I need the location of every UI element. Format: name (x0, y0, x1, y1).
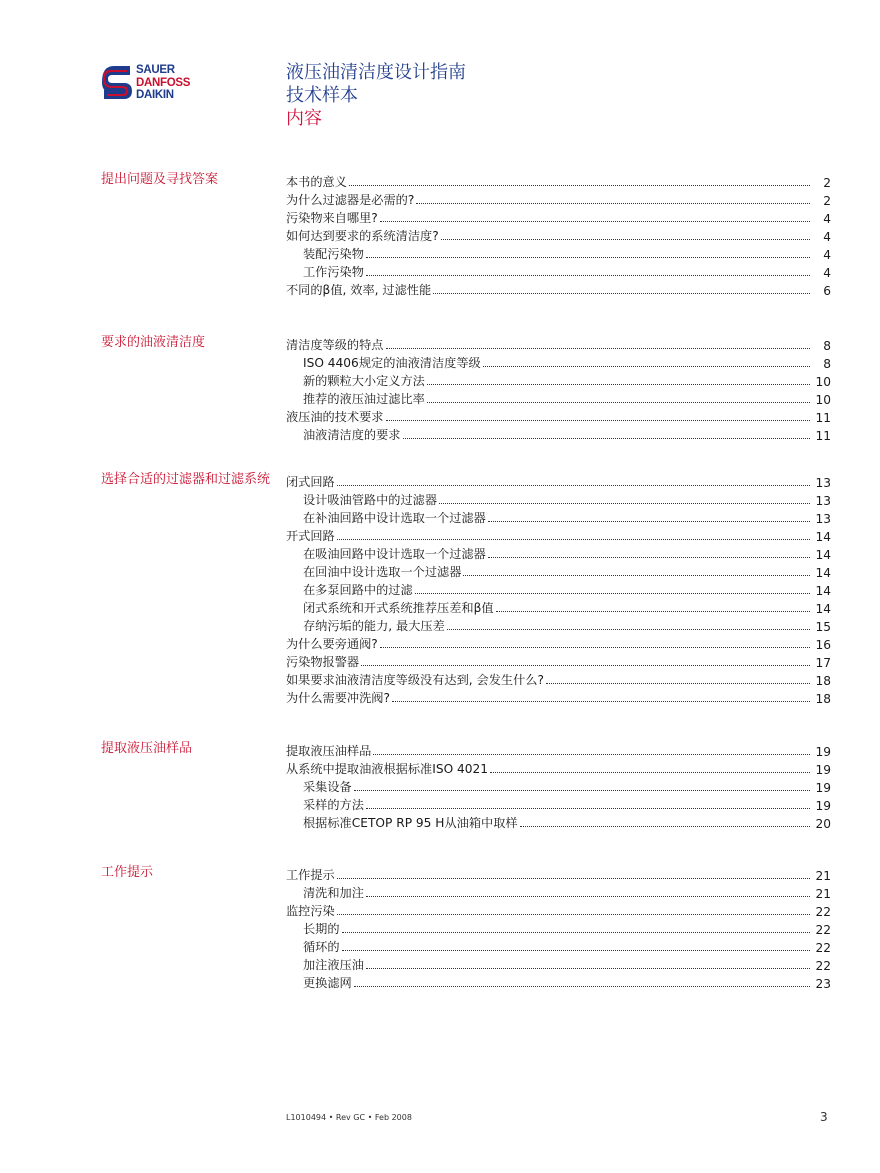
toc-page-number: 20 (815, 817, 831, 831)
page-number: 3 (820, 1110, 828, 1124)
toc-entry[interactable] (286, 634, 831, 652)
dot-leader (520, 826, 810, 827)
dot-leader (392, 701, 810, 702)
toc-page-number: 18 (815, 692, 831, 706)
toc-entry-title: 根据标准CETOP RP 95 H从油箱中取样 (303, 816, 518, 830)
dot-leader (342, 932, 810, 933)
toc-entry-title: 闭式回路 (286, 475, 335, 489)
dot-leader (427, 384, 810, 385)
toc-page-number: 14 (815, 584, 831, 598)
toc-entry-title: 更换滤网 (303, 976, 352, 990)
toc-entry[interactable] (286, 208, 831, 226)
toc-page-number: 14 (815, 566, 831, 580)
toc-entry-title: 采集设备 (303, 780, 352, 794)
dot-leader (366, 257, 810, 258)
dot-leader (354, 790, 810, 791)
toc-subentry[interactable] (286, 813, 831, 831)
toc-subentry[interactable] (286, 973, 831, 991)
toc-page-number: 2 (823, 194, 831, 208)
logo-line-1: SAUER (136, 64, 175, 76)
toc-section-list (286, 741, 831, 831)
toc-entry-title: 在多泵回路中的过滤 (303, 583, 413, 597)
toc-entry-title: 为什么过滤器是必需的? (286, 193, 415, 207)
dot-leader (447, 629, 810, 630)
toc-entry-title: 工作污染物 (303, 265, 364, 279)
toc-entry[interactable] (286, 280, 831, 298)
title-contents: 内容 (286, 108, 322, 129)
logo-line-3: DAIKIN (136, 89, 174, 101)
dot-leader (342, 950, 810, 951)
toc-entry-title: 不同的β值, 效率, 过滤性能 (286, 283, 432, 297)
toc-entry[interactable] (286, 688, 831, 706)
toc-page-number: 11 (815, 429, 831, 443)
toc-entry-title: 本书的意义 (286, 175, 347, 189)
dot-leader (416, 203, 810, 204)
toc-subentry[interactable] (286, 937, 831, 955)
toc-page-number: 4 (823, 266, 831, 280)
toc-page-number: 21 (815, 869, 831, 883)
toc-page-number: 17 (815, 656, 831, 670)
dot-leader (366, 808, 810, 809)
dot-leader (386, 420, 811, 421)
toc-entry-title: 如果要求油液清洁度等级没有达到, 会发生什么? (286, 673, 544, 687)
toc-subentry[interactable] (286, 598, 831, 616)
section-label: 提出问题及寻找答案 (101, 172, 219, 187)
toc-page-number: 23 (815, 977, 831, 991)
toc-entry-title: 设计吸油管路中的过滤器 (303, 493, 438, 507)
dot-leader (366, 968, 810, 969)
toc-subentry[interactable] (286, 883, 831, 901)
toc-entry-title: 油液清洁度的要求 (303, 428, 401, 442)
toc-entry-title: 开式回路 (286, 529, 335, 543)
toc-entry[interactable] (286, 172, 831, 190)
toc-entry-title: 循环的 (303, 940, 340, 954)
toc-entry-title: 为什么要旁通阀? (286, 637, 378, 651)
toc-page-number: 10 (815, 375, 831, 389)
logo-wordmark (136, 64, 190, 102)
toc-page-number: 4 (823, 248, 831, 262)
dot-leader (488, 521, 810, 522)
toc-entry-title: 从系统中提取油液根据标准ISO 4021 (286, 762, 489, 776)
toc-entry-title: 污染物报警器 (286, 655, 360, 669)
dot-leader (337, 914, 810, 915)
toc-entry-title: 为什么需要冲洗阀? (286, 691, 390, 705)
toc-subentry[interactable] (286, 353, 831, 371)
toc-entry-title: 液压油的技术要求 (286, 410, 384, 424)
toc-page-number: 22 (815, 959, 831, 973)
section-label: 选择合适的过滤器和过滤系统 (101, 472, 271, 487)
toc-entry[interactable] (286, 652, 831, 670)
dot-leader (373, 754, 810, 755)
dot-leader (415, 593, 810, 594)
toc-page-number: 15 (815, 620, 831, 634)
toc-entry[interactable] (286, 759, 831, 777)
toc-subentry[interactable] (286, 490, 831, 508)
toc-page-number: 19 (815, 763, 831, 777)
toc-entry-title: ISO 4406规定的油液清洁度等级 (303, 356, 481, 370)
toc-entry-title: 在吸油回路中设计选取一个过滤器 (303, 547, 486, 561)
dot-leader (337, 539, 810, 540)
toc-page-number: 19 (815, 745, 831, 759)
dot-leader (337, 878, 810, 879)
dot-leader (380, 221, 810, 222)
title-main: 液压油清洁度设计指南 (286, 62, 466, 83)
dot-leader (488, 557, 810, 558)
toc-page-number: 8 (823, 357, 831, 371)
toc-entry-title: 新的颗粒大小定义方法 (303, 374, 425, 388)
toc-entry-title: 装配污染物 (303, 247, 364, 261)
toc-page-number: 14 (815, 602, 831, 616)
toc-entry[interactable] (286, 226, 831, 244)
toc-entry-title: 闭式系统和开式系统推荐压差和β值 (303, 601, 494, 615)
toc-entry-title: 提取液压油样品 (286, 744, 372, 758)
toc-entry[interactable] (286, 526, 831, 544)
document-title (286, 61, 466, 130)
toc-page-number: 4 (823, 230, 831, 244)
toc-page-number: 13 (815, 476, 831, 490)
document-reference: L1010494 • Rev GC • Feb 2008 (286, 1113, 412, 1122)
toc-subentry[interactable] (286, 616, 831, 634)
title-sub: 技术样本 (286, 85, 358, 106)
toc-section-list (286, 172, 831, 298)
toc-entry-title: 监控污染 (286, 904, 335, 918)
logo-line-2: DANFOSS (136, 76, 191, 89)
toc-page-number: 18 (815, 674, 831, 688)
toc-page-number: 14 (815, 530, 831, 544)
toc-section-list (286, 865, 831, 991)
toc-entry[interactable] (286, 407, 831, 425)
toc-subentry[interactable] (286, 544, 831, 562)
toc-subentry[interactable] (286, 425, 831, 443)
dot-leader (427, 402, 810, 403)
toc-subentry[interactable] (286, 508, 831, 526)
toc-page-number: 8 (823, 339, 831, 353)
toc-entry[interactable] (286, 190, 831, 208)
toc-page-number: 16 (815, 638, 831, 652)
dot-leader (403, 438, 811, 439)
toc-subentry[interactable] (286, 955, 831, 973)
toc-subentry[interactable] (286, 562, 831, 580)
toc-entry-title: 推荐的液压油过滤比率 (303, 392, 425, 406)
toc-subentry[interactable] (286, 795, 831, 813)
dot-leader (441, 239, 810, 240)
logo-mark-icon (100, 62, 134, 102)
company-logo (100, 62, 210, 104)
toc-entry-title: 污染物来自哪里? (286, 211, 378, 225)
toc-page-number: 4 (823, 212, 831, 226)
dot-leader (546, 683, 810, 684)
toc-entry-title: 在补油回路中设计选取一个过滤器 (303, 511, 486, 525)
toc-subentry[interactable] (286, 244, 831, 262)
toc-subentry[interactable] (286, 262, 831, 280)
toc-page-number: 13 (815, 494, 831, 508)
toc-page-number: 2 (823, 176, 831, 190)
dot-leader (366, 275, 810, 276)
dot-leader (433, 293, 810, 294)
dot-leader (380, 647, 810, 648)
toc-page-number: 11 (815, 411, 831, 425)
toc-page-number: 10 (815, 393, 831, 407)
toc-entry[interactable] (286, 472, 831, 490)
toc-section-list (286, 472, 831, 706)
toc-page-number: 6 (823, 284, 831, 298)
toc-entry-title: 清洗和加注 (303, 886, 364, 900)
toc-subentry[interactable] (286, 580, 831, 598)
toc-subentry[interactable] (286, 371, 831, 389)
dot-leader (439, 503, 810, 504)
toc-page-number: 22 (815, 923, 831, 937)
toc-page-number: 22 (815, 905, 831, 919)
dot-leader (349, 185, 810, 186)
toc-entry-title: 如何达到要求的系统清洁度? (286, 229, 439, 243)
section-label: 要求的油液清洁度 (101, 335, 206, 350)
toc-page-number: 22 (815, 941, 831, 955)
section-label: 工作提示 (101, 865, 154, 880)
toc-subentry[interactable] (286, 919, 831, 937)
toc-page-number: 19 (815, 799, 831, 813)
dot-leader (366, 896, 810, 897)
toc-page-number: 14 (815, 548, 831, 562)
dot-leader (483, 366, 810, 367)
toc-entry[interactable] (286, 901, 831, 919)
dot-leader (386, 348, 811, 349)
toc-page-number: 19 (815, 781, 831, 795)
section-label: 提取液压油样品 (101, 741, 193, 756)
dot-leader (490, 772, 810, 773)
toc-section-list (286, 335, 831, 443)
toc-entry[interactable] (286, 335, 831, 353)
toc-subentry[interactable] (286, 389, 831, 407)
toc-entry-title: 工作提示 (286, 868, 335, 882)
dot-leader (361, 665, 810, 666)
toc-entry-title: 采样的方法 (303, 798, 364, 812)
toc-page-number: 13 (815, 512, 831, 526)
dot-leader (463, 575, 810, 576)
toc-entry[interactable] (286, 741, 831, 759)
toc-entry-title: 存纳污垢的能力, 最大压差 (303, 619, 445, 633)
toc-entry[interactable] (286, 865, 831, 883)
toc-subentry[interactable] (286, 777, 831, 795)
toc-page-number: 21 (815, 887, 831, 901)
dot-leader (337, 485, 810, 486)
toc-entry[interactable] (286, 670, 831, 688)
dot-leader (354, 986, 810, 987)
toc-entry-title: 长期的 (303, 922, 340, 936)
toc-entry-title: 加注液压油 (303, 958, 364, 972)
toc-entry-title: 在回油中设计选取一个过滤器 (303, 565, 462, 579)
dot-leader (496, 611, 810, 612)
toc-entry-title: 清洁度等级的特点 (286, 338, 384, 352)
